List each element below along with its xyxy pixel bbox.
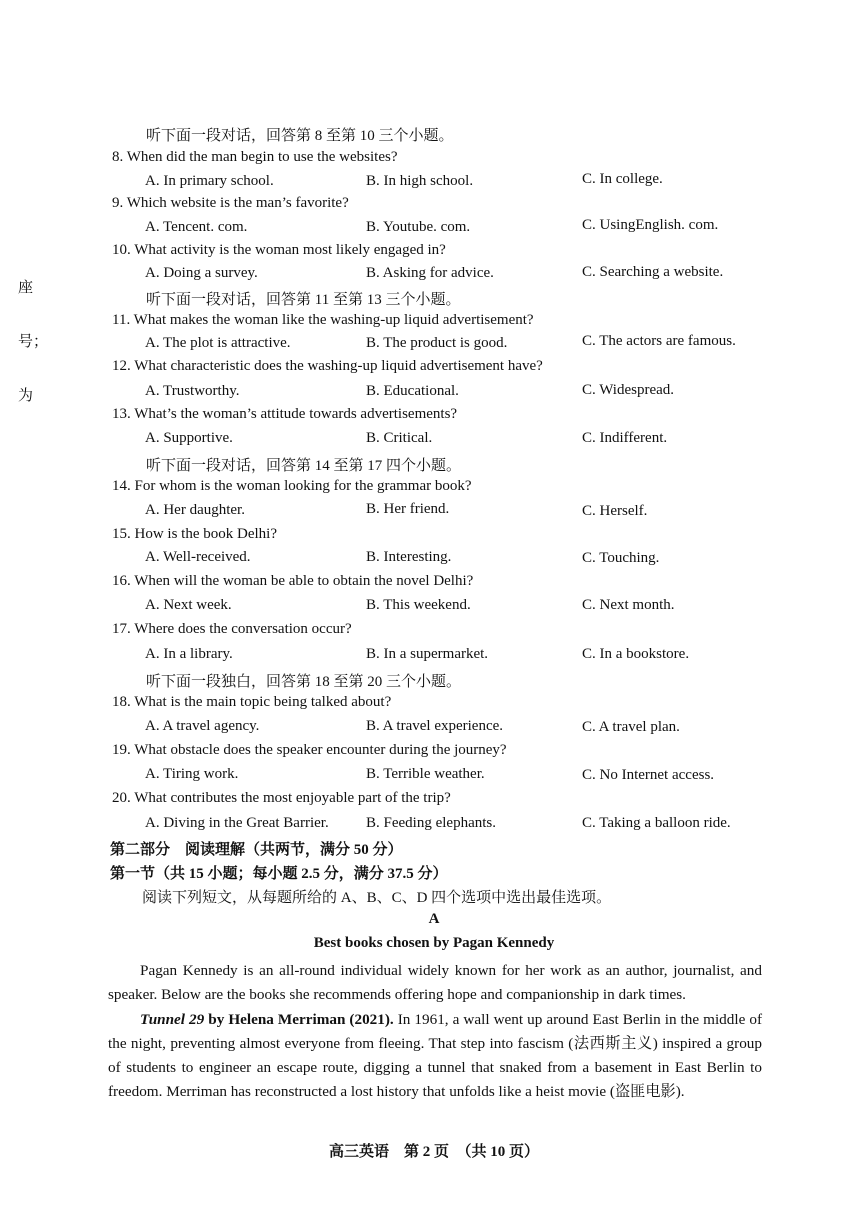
part-two-heading: 第二部分 阅读理解（共两节，满分 50 分） [110,842,403,858]
question-15-option-c: C. Touching. [582,550,660,566]
question-12-option-b: B. Educational. [366,383,459,399]
reading-instruction: 阅读下列短文，从每题所给的 A、B、C、D 四个选项中选出最佳选项。 [142,890,612,906]
page-footer: 高三英语 第 2 页 （共 10 页） [328,1144,539,1160]
passage-paragraph-2 [108,1008,762,1104]
question-12-option-c: C. Widespread. [582,382,675,398]
instruction-8-10: 听下面一段对话，回答第 8 至第 10 三个小题。 [146,128,454,144]
instruction-18-20: 听下面一段独白，回答第 18 至第 20 三个小题。 [146,674,462,690]
question-17-option-b: B. In a supermarket. [366,646,489,662]
margin-char-3: 为 [18,388,34,404]
question-11-option-c: C. The actors are famous. [582,333,736,349]
question-8-option-c: C. In college. [582,171,663,187]
question-13-option-c: C. Indifferent. [582,430,668,446]
question-9-option-b: B. Youtube. com. [366,219,471,235]
question-16-stem: 16. When will the woman be able to obtain the novel Delhi? [112,573,474,589]
question-10-option-a: A. Doing a survey. [145,265,258,281]
question-15-option-a: A. Well-received. [145,549,251,565]
question-17-option-c: C. In a bookstore. [582,646,690,662]
question-9-option-a: A. Tencent. com. [145,219,248,235]
question-19-option-c: C. No Internet access. [582,767,715,783]
question-8-stem: 8. When did the man begin to use the websites? [112,149,398,165]
section-one-heading: 第一节（共 15 小题；每小题 2.5 分，满分 37.5 分） [110,866,448,882]
passage-title: Best books chosen by Pagan Kennedy [313,935,555,951]
question-11-stem: 11. What makes the woman like the washing-up liquid advertisement? [112,312,534,328]
question-15-stem: 15. How is the book Delhi? [112,526,277,542]
question-10-option-c: C. Searching a website. [582,264,724,280]
question-14-option-b: B. Her friend. [366,501,450,517]
question-11-option-a: A. The plot is attractive. [145,335,291,351]
question-18-option-a: A. A travel agency. [145,718,260,734]
passage-letter: A [428,911,440,927]
question-12-stem: 12. What characteristic does the washing-up liquid advertisement have? [112,358,543,374]
passage-paragraph-1 [108,959,762,1007]
question-14-stem: 14. For whom is the woman looking for the grammar book? [112,478,472,494]
instruction-14-17: 听下面一段对话，回答第 14 至第 17 四个小题。 [146,458,462,474]
question-19-option-a: A. Tiring work. [145,766,239,782]
question-14-option-c: C. Herself. [582,503,648,519]
question-14-option-a: A. Her daughter. [145,502,245,518]
paragraph-2-text: In 1961, a wall went up around East Berlin in the middle of the night, preventing almost everyone from fleeing. That step into fascism (法西斯主义) inspired a group of students to engineer an escape route, digging a tunnel that snaked from a basement in East Berlin to freedom. Merriman has reconstructed a lost history that unfolds like a heist movie (盗匪电影). [108,1011,763,1100]
question-9-option-c: C. UsingEnglish. com. [582,217,719,233]
question-20-option-c: C. Taking a balloon ride. [582,815,731,831]
question-13-option-b: B. Critical. [366,430,433,446]
question-8-option-b: B. In high school. [366,173,474,189]
question-9-stem: 9. Which website is the man’s favorite? [112,195,349,211]
question-16-option-c: C. Next month. [582,597,675,613]
question-13-option-a: A. Supportive. [145,430,233,446]
book-author: by Helena Merriman (2021). [204,1011,394,1028]
question-16-option-b: B. This weekend. [366,597,471,613]
question-12-option-a: A. Trustworthy. [145,383,240,399]
question-19-option-b: B. Terrible weather. [366,766,485,782]
question-17-stem: 17. Where does the conversation occur? [112,621,352,637]
question-20-stem: 20. What contributes the most enjoyable part of the trip? [112,790,451,806]
question-18-stem: 18. What is the main topic being talked about? [112,694,392,710]
question-13-stem: 13. What’s the woman’s attitude towards advertisements? [112,406,458,422]
question-10-option-b: B. Asking for advice. [366,265,494,281]
question-20-option-a: A. Diving in the Great Barrier. [145,815,329,831]
question-17-option-a: A. In a library. [145,646,233,662]
paragraph-1-text: Pagan Kennedy is an all-round individual widely known for her work as an author, journalist, and speaker. Below are the books she recommends offering hope and companionship in dark times. [108,962,762,1003]
question-15-option-b: B. Interesting. [366,549,452,565]
question-18-option-c: C. A travel plan. [582,719,680,735]
question-11-option-b: B. The product is good. [366,335,508,351]
question-19-stem: 19. What obstacle does the speaker encounter during the journey? [112,742,507,758]
question-16-option-a: A. Next week. [145,597,232,613]
margin-char-1: 座 [18,280,34,296]
book-title-tunnel-29: Tunnel 29 [140,1011,205,1028]
question-10-stem: 10. What activity is the woman most likely engaged in? [112,242,446,258]
instruction-11-13: 听下面一段对话，回答第 11 至第 13 三个小题。 [146,292,461,308]
question-8-option-a: A. In primary school. [145,173,274,189]
margin-char-2: 号； [18,334,49,350]
question-20-option-b: B. Feeding elephants. [366,815,496,831]
question-18-option-b: B. A travel experience. [366,718,504,734]
